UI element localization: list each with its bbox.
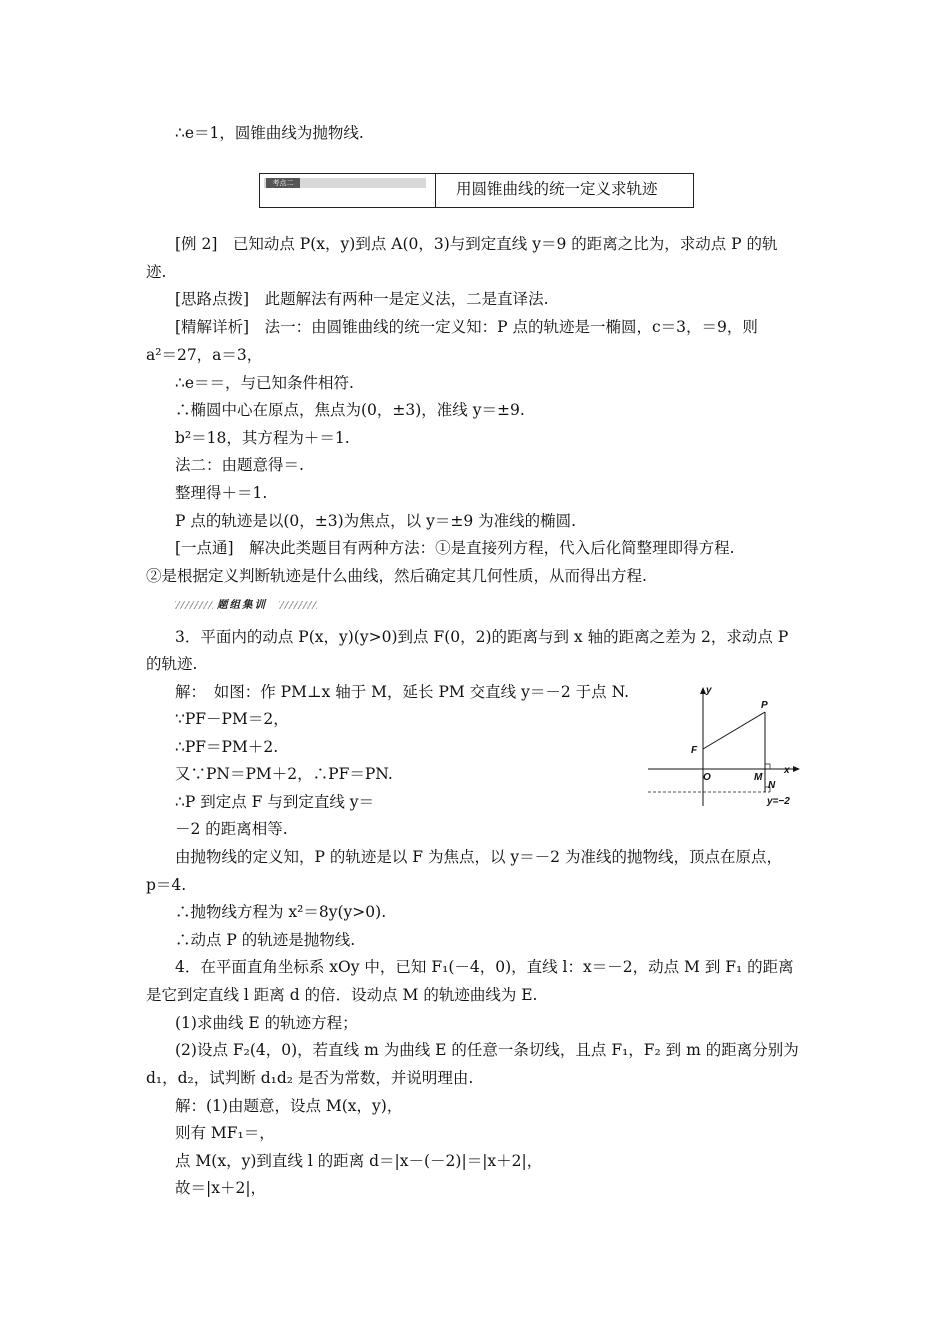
label-N: N <box>768 780 776 791</box>
hint-line: [思路点拨] 此题解法有两种一是定义法，二是直译法. <box>175 290 549 308</box>
solution-line-6: 法二：由题意得＝. <box>175 456 304 474</box>
line-1: ∴e＝1，圆锥曲线为抛物线. <box>175 124 364 142</box>
problem-4-sol-2: 则有 MF₁＝， <box>175 1124 275 1142</box>
label-O: O <box>703 772 711 783</box>
problem-3-sol-10: ∴动点 P 的轨迹是抛物线. <box>175 931 356 949</box>
solution-line-8: P 点的轨迹是以(0，±3)为焦点，以 y＝±9 为准线的椭圆. <box>175 512 577 530</box>
problem-3-sol-9: ∴抛物线方程为 x²＝8y(y>0). <box>175 903 387 921</box>
label-M: M <box>754 772 763 783</box>
problem-4-sol-1: 解：(1)由题意，设点 M(x，y)， <box>175 1097 403 1115</box>
problem-3-sol-7: 由抛物线的定义知，P 的轨迹是以 F 为焦点，以 y＝－2 为准线的抛物线，顶点在原点， <box>175 848 782 866</box>
problem-4-sol-3: 点 M(x，y)到直线 l 的距离 d＝|x－(－2)|＝|x＋2|， <box>175 1152 543 1170</box>
example-2-line-cont: 迹. <box>146 263 167 281</box>
problem-4-line-1: 4．在平面直角坐标系 xOy 中，已知 F₁(－4，0)，直线 l：x＝－2，动点 M 到 F₁ 的距离 <box>175 958 794 976</box>
hatch-right <box>279 601 317 609</box>
label-F: F <box>691 745 698 756</box>
label-x: x <box>784 765 790 776</box>
problem-4-part-2-cont: d₁，d₂，试判断 d₁d₂ 是否为常数，并说明理由. <box>146 1069 474 1087</box>
solution-line-4: ∴椭圆中心在原点，焦点为(0，±3)，准线 y＝±9. <box>175 401 525 419</box>
section-header-table <box>259 173 694 208</box>
problem-3-line-1: 3．平面内的动点 P(x，y)(y>0)到点 F(0，2)的距离与到 x 轴的距离之差为 2，求动点 P <box>175 628 789 646</box>
segment-PF <box>703 712 765 749</box>
parabola-figure <box>644 680 814 810</box>
tip-line-2: ②是根据定义判断轨迹是什么曲线，然后确定其几何性质，从而得出方程. <box>146 567 647 585</box>
problem-3-sol-5: ∴P 到定点 F 与到定直线 y＝ <box>175 793 375 811</box>
problem-4-sol-4: 故＝|x＋2|， <box>175 1179 267 1197</box>
example-2-line: [例 2] 已知动点 P(x，y)到点 A(0，3)与到定直线 y＝9 的距离之比为，求动点 P 的轨 <box>175 235 778 253</box>
problem-3-line-2: 的轨迹. <box>146 655 198 673</box>
hatch-left <box>175 601 213 609</box>
solution-line-3: ∴e＝＝，与已知条件相符. <box>175 374 354 392</box>
x-axis-arrow-icon <box>793 766 800 772</box>
problem-3-sol-2: ∵PF－PM＝2， <box>175 710 289 728</box>
label-directrix: y=−2 <box>767 796 790 807</box>
problem-4-line-2: 是它到定直线 l 距离 d 的倍．设动点 M 的轨迹曲线为 E. <box>146 986 538 1004</box>
section-tag: 考点二 <box>266 178 300 188</box>
solution-line-5: b²＝18，其方程为＋＝1. <box>175 429 350 447</box>
solution-line-1: [精解详析] 法一：由圆锥曲线的统一定义知：P 点的轨迹是一椭圆，c＝3，＝9，则 <box>175 318 758 336</box>
solution-line-2: a²＝27，a＝3， <box>146 346 263 364</box>
problem-3-sol-8: p＝4. <box>146 876 187 894</box>
problem-3-sol-3: ∴PF＝PM＋2. <box>175 738 279 756</box>
problem-4-part-1: (1)求曲线 E 的轨迹方程； <box>175 1014 358 1032</box>
tip-line-1: [一点通] 解决此类题目有两种方法：①是直接列方程，代入后化简整理即得方程. <box>175 539 735 557</box>
right-angle-mark-M <box>765 764 770 769</box>
problem-3-sol-1: 解： 如图：作 PM⊥x 轴于 M，延长 PM 交直线 y＝－2 于点 N. <box>175 683 630 701</box>
solution-line-7: 整理得＋＝1. <box>175 484 268 502</box>
section-title: 用圆锥曲线的统一定义求轨迹 <box>456 180 658 198</box>
problem-4-part-2: (2)设点 F₂(4，0)，若直线 m 为曲线 E 的任意一条切线，且点 F₁，F₂ 到 m 的距离分别为 <box>175 1041 799 1059</box>
problem-3-sol-6: －2 的距离相等. <box>175 820 288 838</box>
group-practice-header <box>175 598 317 612</box>
label-P: P <box>761 700 768 711</box>
group-title: 题组集训 <box>217 599 267 611</box>
section-tag-cell <box>260 174 436 207</box>
problem-3-sol-4: 又∵PN＝PM＋2，∴PF＝PN. <box>175 765 393 783</box>
label-y: y <box>706 685 712 696</box>
